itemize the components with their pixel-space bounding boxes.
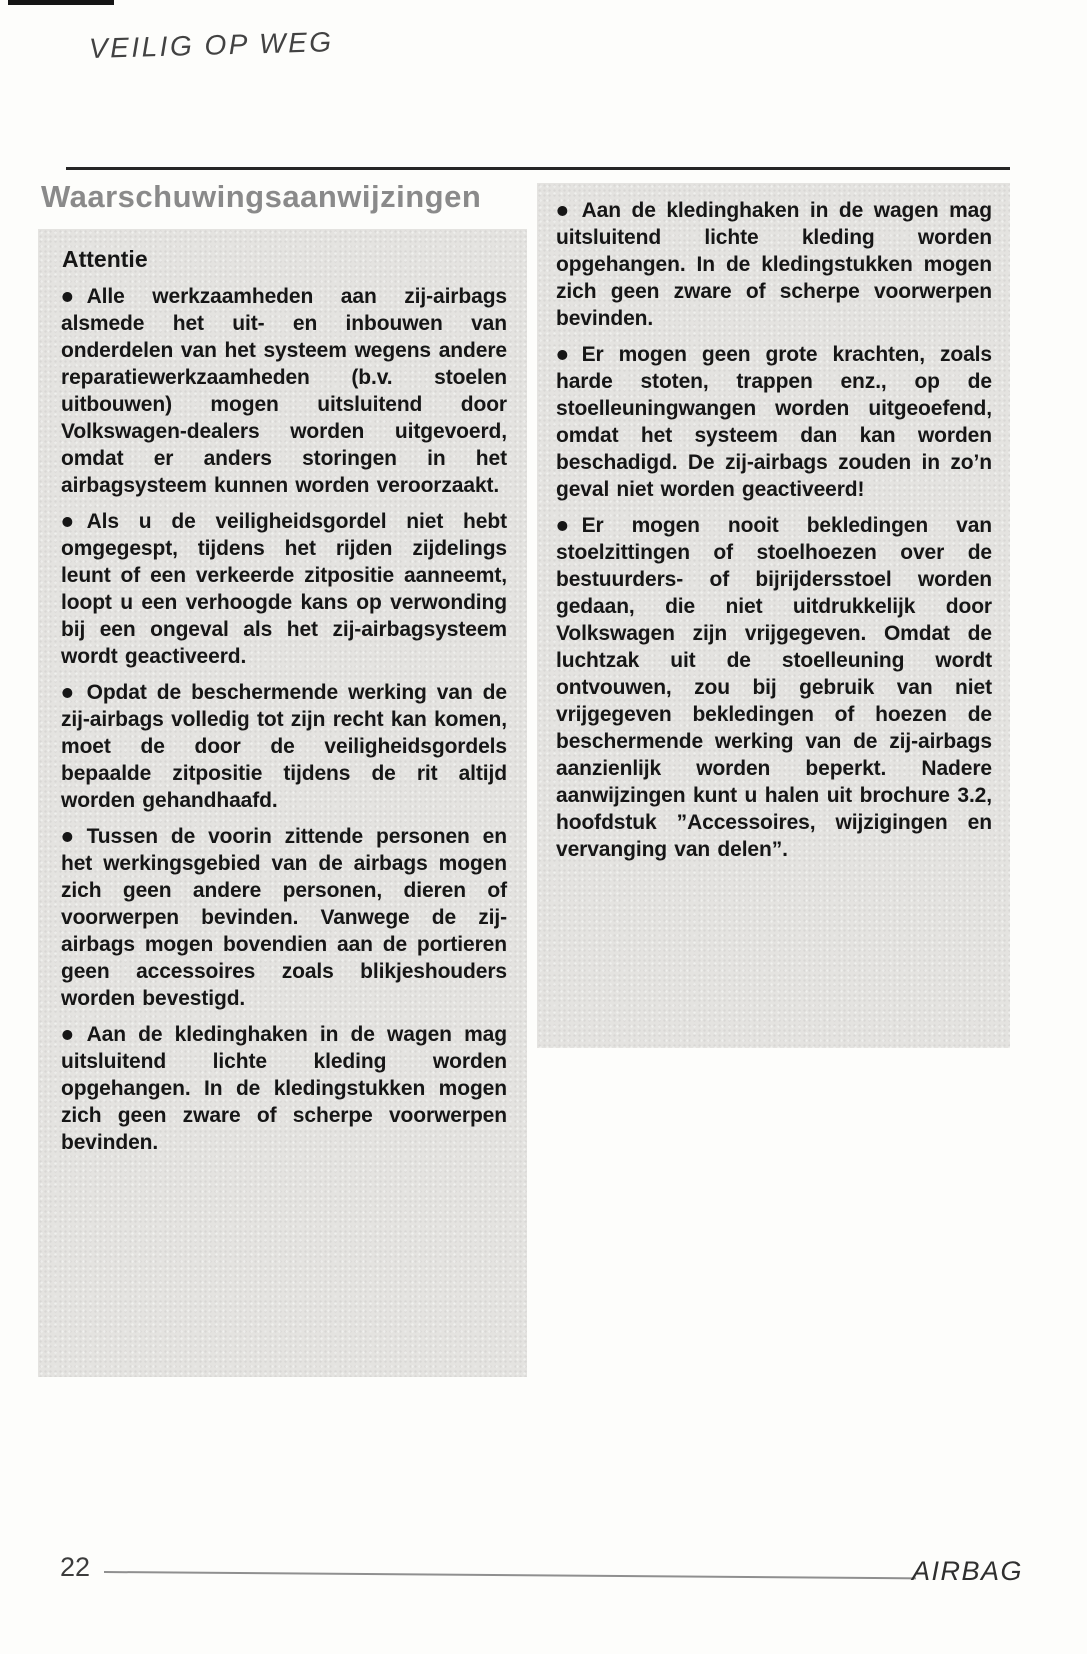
- warning-item: [556, 512, 992, 863]
- warning-item: [61, 823, 507, 1012]
- warning-text: Als u de veiligheidsgordel niet hebt omgegespt, tijdens het rijden zijdelings leunt of een verkeerde zitpositie aanneemt, loopt u een verhoogde kans op verwonding bij een ongeval als het zij-airbagsysteem wordt geactiveerd.: [61, 510, 507, 668]
- section-heading: Waarschuwingsaanwijzingen: [41, 179, 482, 214]
- bullet-icon: ●: [60, 1021, 75, 1048]
- bullet-icon: ●: [60, 823, 75, 850]
- warning-text: Aan de kledinghaken in de wagen mag uitsluitend lichte kleding worden opgehangen. In de kledingstukken mogen zich geen zware of scherpe voorwerpen bevinden.: [556, 199, 992, 330]
- warning-item: [61, 679, 507, 814]
- bullet-icon: ●: [555, 512, 570, 539]
- bullet-icon: ●: [60, 508, 75, 535]
- warning-box-left: [38, 229, 527, 1377]
- warning-item: [556, 197, 992, 332]
- bullet-icon: ●: [555, 341, 570, 368]
- chapter-label: AIRBAG: [911, 1556, 1023, 1586]
- warning-text: Alle werkzaamheden aan zij-airbags alsmede het uit- en inbouwen van onderdelen van het systeem wegens andere reparatiewerkzaamheden (b.v. stoelen uitbouwen) mogen uitsluitend door Volkswagen-dealers worden uitgevoerd, omdat er anders storingen in het airbagsysteem kunnen worden veroorzaakt.: [61, 285, 507, 497]
- warning-text: Er mogen nooit bekledingen van stoelzittingen of stoelhoezen over de bestuurders- of bijrijdersstoel worden gedaan, die niet uitdrukkelijk door Volkswagen zijn vrijgegeven. Omdat de luchtzak uit de stoelleuning wordt ontvouwen, zou bij gebruik van niet vrijgegeven bekledingen of hoezen de beschermende werking van de zij-airbags aanzienlijk worden beperkt. Nadere aanwijzingen kunt u halen uit brochure 3.2, hoofdstuk ”Accessoires, wijzigingen en vervanging van delen”.: [556, 514, 992, 861]
- footer-rule: [104, 1571, 916, 1579]
- warning-text: Opdat de beschermende werking van de zij-airbags volledig tot zijn recht kan komen, moet de door de veiligheidsgordels bepaalde zitpositie tijdens de rit altijd worden gehandhaafd.: [61, 681, 507, 812]
- warning-text: Aan de kledinghaken in de wagen mag uitsluitend lichte kleding worden opgehangen. In de kledingstukken mogen zich geen zware of scherpe voorwerpen bevinden.: [61, 1023, 507, 1154]
- warning-item: [556, 341, 992, 503]
- bullet-icon: ●: [555, 197, 570, 224]
- running-header: VEILIG OP WEG: [88, 26, 334, 64]
- attention-title: Attentie: [62, 246, 148, 272]
- warning-text: Er mogen geen grote krachten, zoals harde stoten, trappen enz., op de stoelleuningwangen worden uitgeoefend, omdat het systeem dan kan worden beschadigd. De zij-airbags zouden in zo’n geval niet worden geactiveerd!: [556, 343, 992, 501]
- bullet-icon: ●: [60, 283, 75, 310]
- warning-box-right: [537, 183, 1010, 1048]
- page-number: 22: [60, 1552, 91, 1582]
- bullet-icon: ●: [60, 679, 75, 706]
- warning-text: Tussen de voorin zittende personen en het werkingsgebied van de airbags mogen zich geen andere personen, dieren of voorwerpen bevinden. Vanwege de zij-airbags mogen bovendien aan de portieren geen accessoires zoals blikjeshouders worden bevestigd.: [61, 825, 507, 1010]
- header-rule: [66, 167, 1010, 170]
- warning-item: [61, 508, 507, 670]
- warning-item: [61, 283, 507, 499]
- warning-item: [61, 1021, 507, 1156]
- scan-edge-artifact: [8, 0, 114, 5]
